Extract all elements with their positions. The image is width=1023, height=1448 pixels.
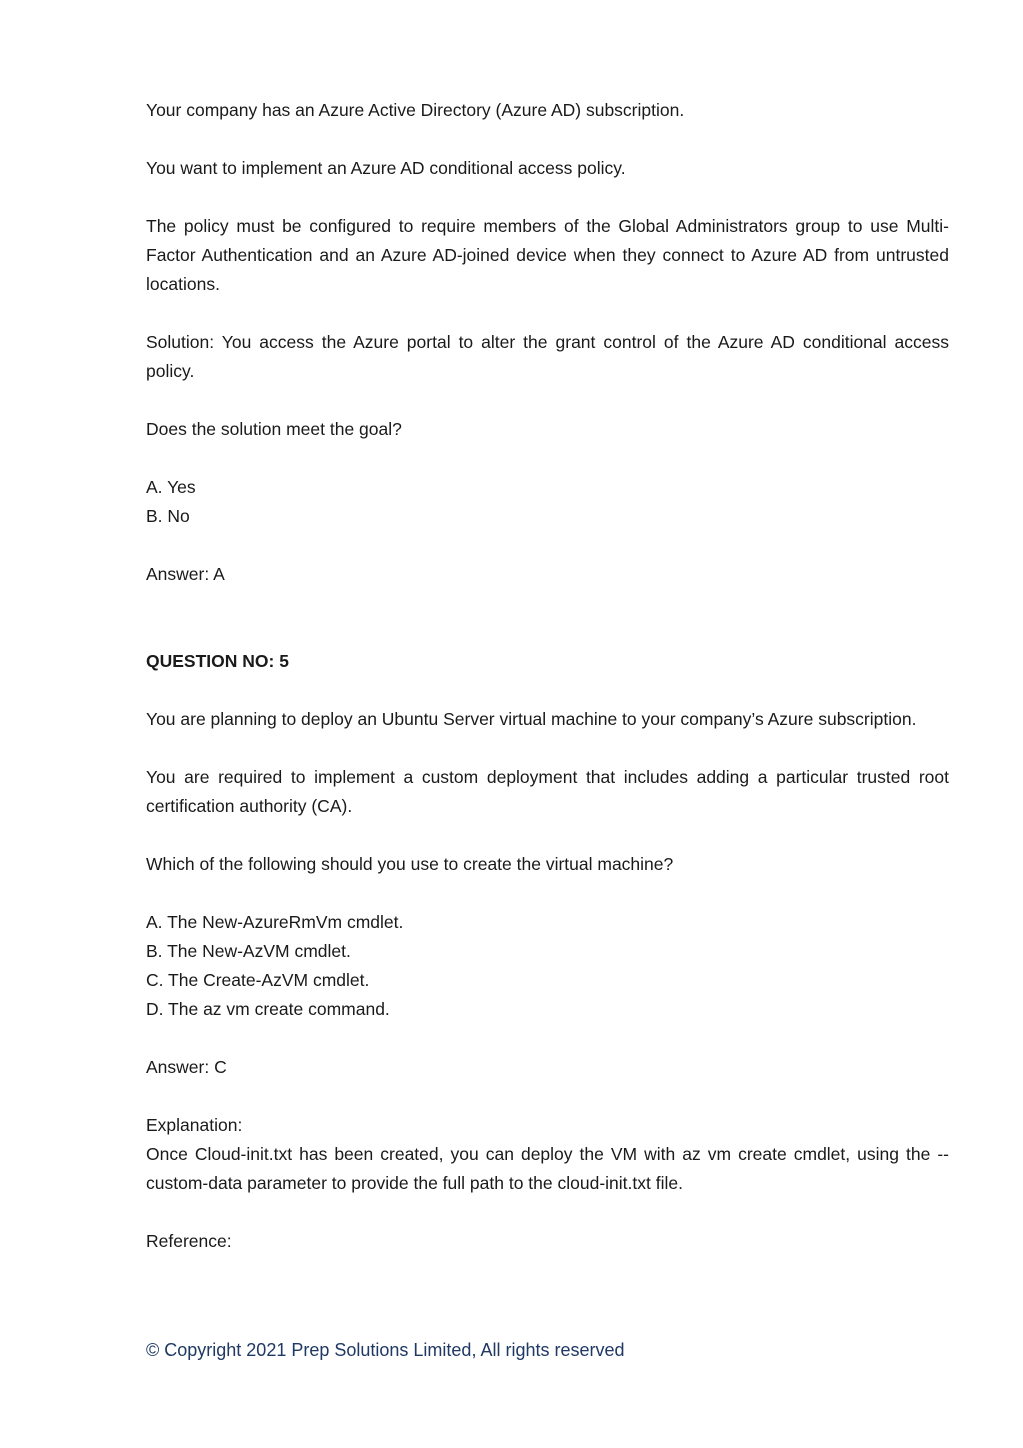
q5-paragraph-1: You are planning to deploy an Ubuntu Server virtual machine to your company’s Azure subscription.: [146, 709, 917, 729]
q4-option-b: B. No: [146, 506, 190, 526]
q5-options: [146, 908, 949, 1024]
copyright-footer: © Copyright 2021 Prep Solutions Limited, All rights reserved: [146, 1340, 625, 1360]
q5-option-a: A. The New-AzureRmVm cmdlet.: [146, 912, 404, 932]
q4-solution: Solution: You access the Azure portal to alter the grant control of the Azure AD conditional access policy.: [146, 332, 949, 381]
document-body: [146, 96, 949, 1285]
q5-option-c: C. The Create-AzVM cmdlet.: [146, 970, 370, 990]
q5-answer: Answer: C: [146, 1057, 227, 1077]
q4-options: [146, 473, 949, 531]
q5-option-b: B. The New-AzVM cmdlet.: [146, 941, 351, 961]
q5-explanation-block: [146, 1111, 949, 1198]
q5-paragraph-2: You are required to implement a custom deployment that includes adding a particular trusted root certification authority (CA).: [146, 767, 949, 816]
q4-paragraph-3: The policy must be configured to require members of the Global Administrators group to use Multi-Factor Authentication and an Azure AD-joined device when they connect to Azure AD from untrusted locations.: [146, 216, 949, 294]
q4-paragraph-2: You want to implement an Azure AD conditional access policy.: [146, 158, 626, 178]
q5-option-d: D. The az vm create command.: [146, 999, 390, 1019]
q5-question: Which of the following should you use to create the virtual machine?: [146, 854, 674, 874]
q5-explanation-label: Explanation:: [146, 1115, 243, 1135]
q5-reference-label: Reference:: [146, 1231, 232, 1251]
q5-explanation-text: Once Cloud-init.txt has been created, you can deploy the VM with az vm create cmdlet, using the --custom-data parameter to provide the full path to the cloud-init.txt file.: [146, 1144, 949, 1193]
q4-paragraph-1: Your company has an Azure Active Directory (Azure AD) subscription.: [146, 100, 685, 120]
q4-answer: Answer: A: [146, 564, 225, 584]
q4-question: Does the solution meet the goal?: [146, 419, 402, 439]
q4-option-a: A. Yes: [146, 477, 196, 497]
q5-heading: QUESTION NO: 5: [146, 651, 289, 671]
